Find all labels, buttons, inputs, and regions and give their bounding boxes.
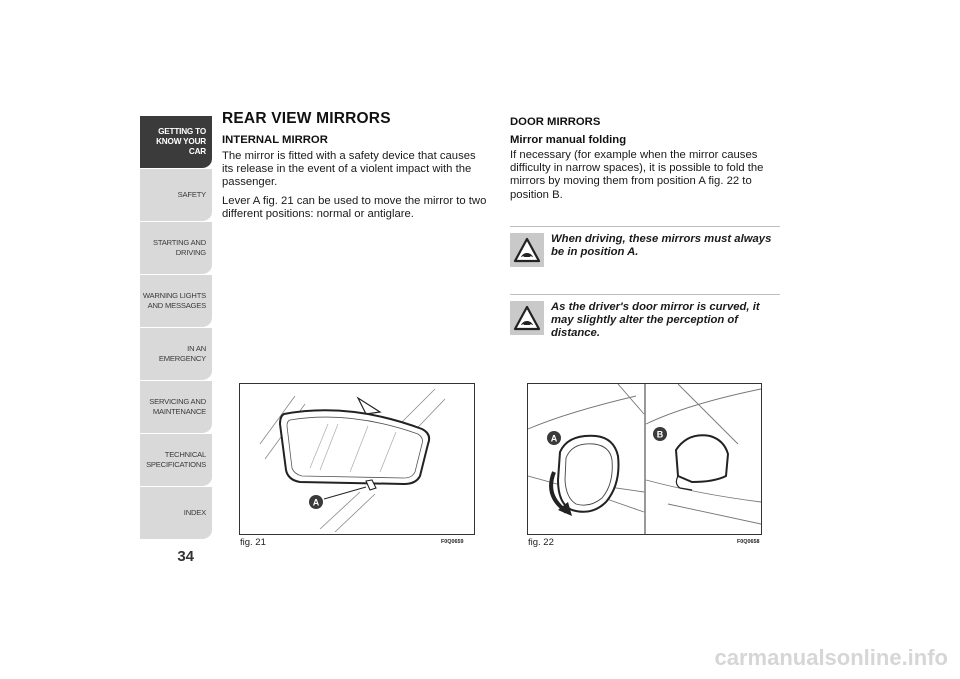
tab-index[interactable]: INDEX bbox=[140, 487, 212, 540]
label-a: A bbox=[312, 497, 320, 508]
right-column bbox=[510, 110, 780, 207]
tab-technical-specifications[interactable]: TECHNICAL SPECIFICATIONS bbox=[140, 434, 212, 487]
tab-warning-lights[interactable]: WARNING LIGHTS AND MESSAGES bbox=[140, 275, 212, 328]
figure-22 bbox=[527, 383, 762, 535]
tab-in-an-emergency[interactable]: IN AN EMERGENCY bbox=[140, 328, 212, 381]
tab-getting-to-know-your-car[interactable]: GETTING TO KNOW YOUR CAR bbox=[140, 116, 212, 169]
watermark: carmanualsonline.info bbox=[714, 645, 948, 670]
tab-servicing-and-maintenance[interactable]: SERVICING AND MAINTENANCE bbox=[140, 381, 212, 434]
figure-21 bbox=[239, 383, 475, 535]
figure-caption: fig. 22 bbox=[528, 537, 554, 548]
label-a: A bbox=[550, 433, 558, 444]
warning-box bbox=[510, 226, 780, 267]
chapter-tabs bbox=[140, 116, 212, 540]
warning-box bbox=[510, 294, 780, 340]
paragraph: If necessary (for example when the mirror causes difficulty in narrow spaces), it is possible to fold the mirrors by moving them from position A fig. 22 to position B. bbox=[510, 149, 764, 201]
warning-triangle-icon bbox=[510, 233, 544, 267]
warning-text: When driving, these mirrors must always be in position A. bbox=[551, 233, 772, 258]
warning-text: As the driver's door mirror is curved, it may slightly alter the perception of distance. bbox=[551, 301, 760, 339]
internal-mirror-illustration bbox=[240, 384, 474, 534]
door-mirror-illustration bbox=[528, 384, 761, 534]
left-column bbox=[222, 110, 487, 226]
label-b: B bbox=[656, 429, 664, 440]
warning-triangle-icon bbox=[510, 301, 544, 335]
paragraph: Lever A fig. 21 can be used to move the mirror to two different positions: normal or antiglare. bbox=[222, 194, 487, 220]
page-number: 34 bbox=[177, 548, 194, 565]
manual-folding-heading: Mirror manual folding bbox=[510, 134, 627, 146]
tab-starting-and-driving[interactable]: STARTING AND DRIVING bbox=[140, 222, 212, 275]
section-title: REAR VIEW MIRRORS bbox=[222, 110, 391, 127]
figure-caption: fig. 21 bbox=[240, 537, 266, 548]
paragraph: The mirror is fitted with a safety device that causes its release in the event of a violent impact with the passenger. bbox=[222, 150, 476, 189]
figure-code: F0Q0658 bbox=[737, 539, 760, 545]
door-mirrors-heading: DOOR MIRRORS bbox=[510, 116, 601, 128]
internal-mirror-heading: INTERNAL MIRROR bbox=[222, 134, 328, 146]
figure-code: F0Q0659 bbox=[441, 539, 464, 545]
tab-safety[interactable]: SAFETY bbox=[140, 169, 212, 222]
